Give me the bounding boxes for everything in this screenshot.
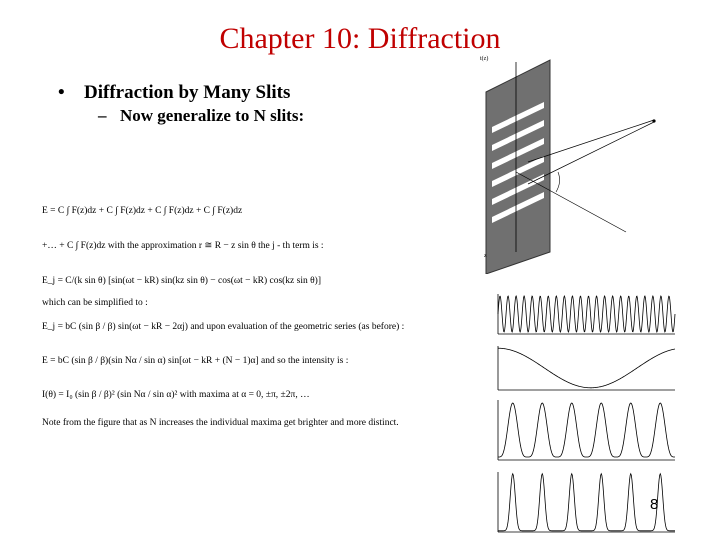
intensity-curve (498, 403, 675, 457)
intensity-curve (498, 296, 675, 332)
bullet-level-1 (58, 82, 290, 104)
plot-many-slits (498, 472, 675, 532)
theta-arc (556, 172, 560, 192)
slide-title: Chapter 10: Diffraction (219, 22, 501, 55)
observation-point (652, 119, 655, 122)
intensity-curve (498, 348, 675, 388)
plot-dense-fringes (498, 294, 675, 334)
slit-label: z (484, 253, 487, 259)
equation-last-term: +… + C ∫ F(z)dz with the approximation r ≅ R − z sin θ the j - th term is : (42, 241, 324, 251)
bullet-marker: • (58, 82, 65, 103)
z-axis-label: t(z) (480, 56, 489, 62)
page-number: 8 (650, 496, 659, 513)
intensity-curve (498, 474, 675, 531)
plot-sinusoid (498, 346, 675, 390)
equation-intensity: I(θ) = I₀ (sin β / β)² (sin Nα / sin α)² with maxima at α = 0, ±π, ±2π, … (42, 390, 310, 400)
bullet-level-2 (98, 106, 304, 126)
equation-field-total: E = bC (sin β / β)(sin Nα / sin α) sin[ωt − kR + (N − 1)α] and so the intensity is : (42, 356, 349, 366)
bullet-text: Diffraction by Many Slits (84, 82, 291, 103)
equation-ej-integral: E_j = C/(k sin θ) [sin(ωt − kR) sin(kz sin θ) − cos(ωt − kR) cos(kz sin θ)] (42, 276, 321, 286)
text-conclusion: Note from the figure that as N increases the individual maxima get brighter and more distinct. (42, 418, 399, 428)
sub-bullet-marker: – (98, 106, 107, 125)
text-simplified: which can be simplified to : (42, 298, 148, 308)
equation-field-sum: E = C ∫ F(z)dz + C ∫ F(z)dz + C ∫ F(z)dz + C ∫ F(z)dz (42, 206, 243, 216)
equation-ej-simplified: E_j = bC (sin β / β) sin(ωt − kR − 2αj) and upon evaluation of the geometric series (as before) : (42, 322, 405, 332)
sub-bullet-text: Now generalize to N slits: (120, 106, 305, 125)
slit-diagram (476, 52, 666, 274)
plot-few-slits (498, 400, 675, 460)
